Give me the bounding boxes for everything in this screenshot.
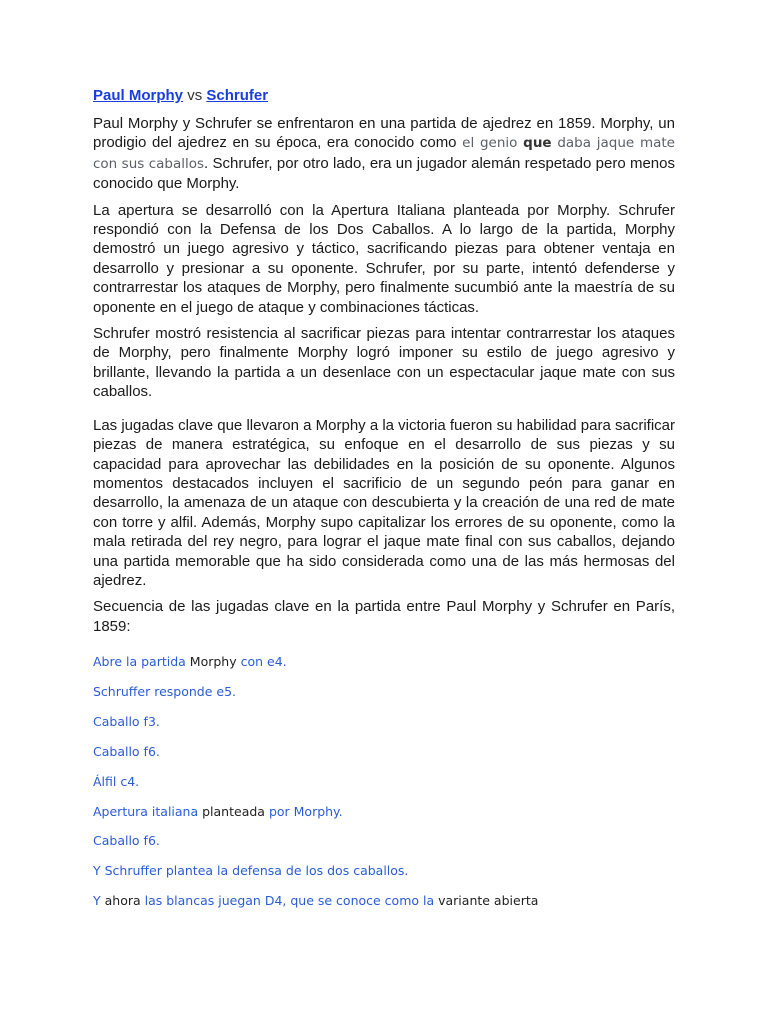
document-title: [93, 86, 675, 106]
sequence-item: Apertura italiana planteada por Morphy.: [93, 804, 343, 819]
soft-text: el genio que daba jaque mate con sus caballos: [93, 135, 675, 172]
paragraph-resistance: Schrufer mostró resistencia al sacrificar piezas para intentar contrarrestar los ataques de Morphy, pero finalmente Morphy logró imponer su estilo de juego agresivo y brillante, llevando la partida a un desenlace con un espectacular jaque mate con sus caballos.: [93, 325, 675, 401]
sequence-item: Caballo f6.: [93, 744, 160, 759]
link-paul-morphy[interactable]: Paul Morphy: [93, 87, 184, 104]
sequence-item: Abre la partida Morphy con e4.: [93, 654, 287, 669]
paragraph-intro: Paul Morphy y Schrufer se enfrentaron en una partida de ajedrez en 1859. Morphy, un prodigio del ajedrez en su época, era conocido como el genio que daba jaque mate con sus caballos. Schrufer, por otro lado, era un jugador alemán respetado pero menos conocido que Morphy.: [93, 115, 675, 193]
sequence-item: Caballo f6.: [93, 833, 160, 848]
link-schrufer[interactable]: Schrufer: [206, 87, 269, 104]
vs-label: vs: [187, 87, 203, 104]
document-page: [93, 86, 675, 908]
paragraph-key-moves: Las jugadas clave que llevaron a Morphy a la victoria fueron su habilidad para sacrificar piezas de manera estratégica, su enfoque en el desarrollo de sus piezas y su capacidad para aprovechar las debilidades en la posición de su oponente. Algunos momentos destacados incluyen el sacrificio de un segundo peón para ganar en desarrollo, la amenaza de un ataque con descubierta y la creación de una red de mate con torre y alfil. Además, Morphy supo capitalizar los errores de su oponente, como la mala retirada del rey negro, para lograr el jaque mate final con sus caballos, dejando una partida memorable que ha sido considerada como una de las más hermosas del ajedrez.: [93, 416, 675, 589]
paragraph-sequence-intro: Secuencia de las jugadas clave en la partida entre Paul Morphy y Schrufer en París, 1859:: [93, 598, 675, 635]
sequence-item: Y ahora las blancas juegan D4, que se conoce como la variante abierta: [93, 893, 539, 908]
sequence-item: Schruffer responde e5.: [93, 684, 236, 699]
sequence-item: Y Schruffer plantea la defensa de los dos caballos.: [93, 863, 409, 878]
sequence-item: Álfil c4.: [93, 774, 140, 789]
sequence-item: Caballo f3.: [93, 714, 160, 729]
paragraph-opening: La apertura se desarrolló con la Apertura Italiana planteada por Morphy. Schrufer respondió con la Defensa de los Dos Caballos. A lo largo de la partida, Morphy demostró un juego agresivo y táctico, sacrificando piezas para obtener ventaja en desarrollo y presionar a su oponente. Schrufer, por su parte, intentó defenderse y contrarrestar los ataques de Morphy, pero finalmente sucumbió ante la maestría de su oponente en el juego de ataque y combinaciones tácticas.: [93, 201, 675, 316]
